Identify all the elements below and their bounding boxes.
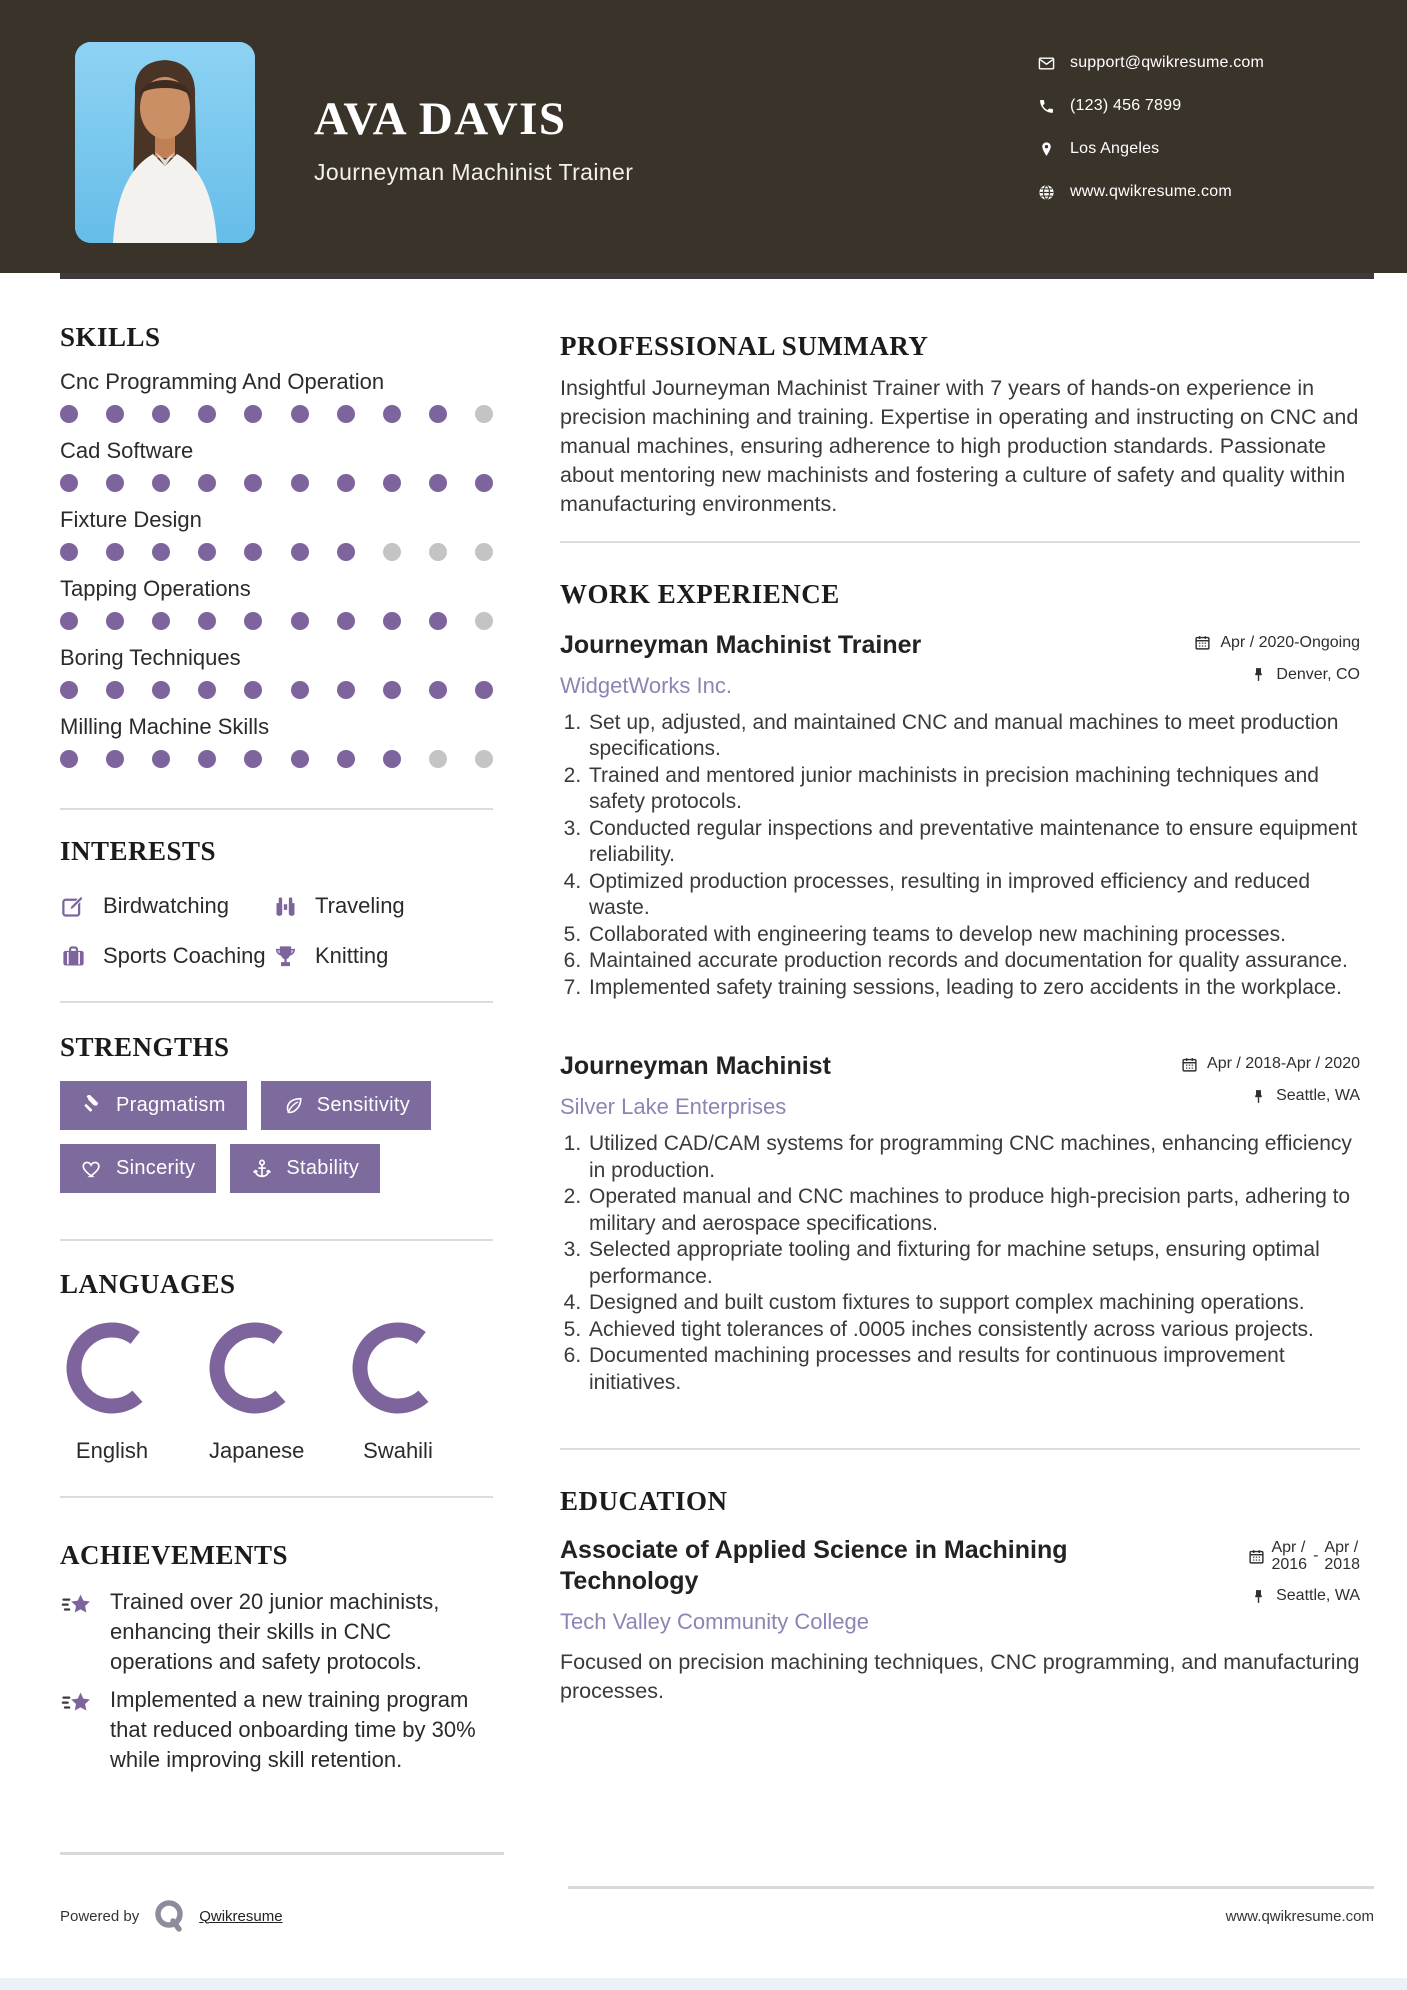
job-company[interactable]: Silver Lake Enterprises: [560, 1094, 787, 1119]
date-start-month: Apr /: [1271, 1539, 1306, 1556]
rating-dot-filled: [198, 681, 216, 699]
job-bullet-list: [560, 710, 1360, 1002]
rating-dot-filled: [60, 474, 78, 492]
languages-list: [66, 1322, 493, 1464]
date-separator: -: [1313, 1547, 1319, 1564]
divider: [60, 1239, 493, 1241]
rating-dot-filled: [429, 474, 447, 492]
interest-item: [272, 941, 493, 971]
interest-label: Birdwatching: [103, 893, 229, 918]
rating-dot-filled: [106, 681, 124, 699]
rating-dot-filled: [60, 405, 78, 423]
education-entry-header: [560, 1535, 1360, 1634]
rating-dot-filled: [60, 543, 78, 561]
profile-photo: [75, 42, 255, 243]
bullet-item: 6. Documented machining processes and results for continuous improvement initiatives.: [587, 1343, 1360, 1396]
rating-dot-filled: [106, 543, 124, 561]
pushpin-icon: [1250, 1088, 1267, 1105]
interest-label: Traveling: [315, 893, 405, 918]
bullet-item: 2. Operated manual and CNC machines to produce high-precision parts, adhering to military and aerospace specifications.: [587, 1184, 1360, 1237]
strength-badge: [60, 1144, 216, 1193]
rating-dot-empty: [475, 612, 493, 630]
strength-label: Sincerity: [116, 1157, 196, 1179]
education-meta-block: [1248, 1535, 1360, 1605]
powered-by-label: Powered by: [60, 1907, 140, 1925]
contact-location-text: Los Angeles: [1070, 140, 1160, 157]
rating-dot-filled: [152, 474, 170, 492]
calendar-icon: [1181, 1056, 1198, 1073]
rating-dot-filled: [291, 612, 309, 630]
skill-rating-dots: [60, 612, 493, 630]
shooting-star-icon: [60, 1687, 94, 1721]
interest-item: [60, 891, 272, 921]
skill-rating-dots: [60, 750, 493, 768]
rating-dot-filled: [60, 612, 78, 630]
rating-dot-filled: [291, 681, 309, 699]
skill-label: Fixture Design: [60, 507, 202, 532]
rating-dot-filled: [291, 405, 309, 423]
summary-heading: PROFESSIONAL SUMMARY: [560, 331, 929, 361]
date-end-month: Apr /: [1324, 1539, 1359, 1556]
rating-dot-filled: [198, 405, 216, 423]
sidebar: [60, 279, 493, 1783]
bullet-item: 6. Maintained accurate production records and documentation for quality assurance.: [587, 948, 1360, 975]
rating-dot-empty: [429, 750, 447, 768]
divider: [60, 1496, 493, 1498]
qwikresume-logo-icon: [151, 1898, 187, 1934]
rating-dot-filled: [475, 681, 493, 699]
rating-dot-filled: [383, 750, 401, 768]
trophy-icon: [272, 943, 299, 970]
rating-dot-filled: [152, 612, 170, 630]
bullet-item: 5. Achieved tight tolerances of .0005 inches consistently across various projects.: [587, 1317, 1360, 1344]
rating-dot-filled: [244, 474, 262, 492]
rating-dot-filled: [291, 750, 309, 768]
interest-item: [60, 941, 272, 971]
language-item: [66, 1322, 158, 1464]
job-dates-text: Apr / 2020-Ongoing: [1220, 633, 1360, 651]
bullet-item: 4. Designed and built custom fixtures to support complex machining operations.: [587, 1290, 1360, 1317]
interests-list: [60, 891, 493, 971]
globe-icon: [1038, 184, 1055, 201]
rating-dot-empty: [475, 405, 493, 423]
rating-dot-filled: [198, 612, 216, 630]
achievements-list: [60, 1587, 493, 1775]
skill-item: [60, 714, 493, 768]
qwikresume-brand-link[interactable]: Qwikresume: [199, 1907, 283, 1925]
bullet-item: 3. Selected appropriate tooling and fixturing for machine setups, ensuring optimal performance.: [587, 1237, 1360, 1290]
divider: [568, 1886, 1374, 1889]
contact-email-text: support@qwikresume.com: [1070, 54, 1265, 71]
job-company[interactable]: WidgetWorks Inc.: [560, 672, 732, 698]
rating-dot-filled: [198, 750, 216, 768]
strengths-heading: STRENGTHS: [60, 1032, 230, 1062]
language-item: [209, 1322, 305, 1464]
divider: [60, 1001, 493, 1003]
bottom-edge-strip: [0, 1978, 1407, 1990]
achievement-text: Implemented a new training program that reduced onboarding time by 30% while improving skill retention.: [110, 1687, 476, 1772]
education-location: [1250, 1587, 1360, 1605]
achievement-item: [60, 1587, 493, 1677]
rating-dot-filled: [244, 681, 262, 699]
rating-dot-filled: [337, 750, 355, 768]
skill-rating-dots: [60, 543, 493, 561]
strength-label: Sensitivity: [316, 1094, 411, 1116]
languages-heading: LANGUAGES: [60, 1269, 236, 1299]
strength-badge: [230, 1144, 380, 1193]
job-dates: [1194, 634, 1360, 652]
rating-dot-filled: [383, 474, 401, 492]
summary-text: Insightful Journeyman Machinist Trainer with 7 years of hands-on experience in precision machining and training. Expertise in operating and instructing on CNC and manual machines, ensuring adherence to high production standards. Passionate about mentoring new machinists and fostering a culture of safety and quality within manufacturing environments.: [560, 376, 1359, 516]
job-title-block: [560, 1051, 831, 1119]
strengths-list: [60, 1081, 500, 1193]
pushpin-icon: [1250, 1588, 1267, 1605]
language-item: [352, 1322, 444, 1464]
contact-list: [1038, 54, 1264, 201]
rating-dot-filled: [337, 612, 355, 630]
rating-dot-filled: [429, 405, 447, 423]
skill-item: [60, 645, 493, 699]
skills-list: [60, 369, 493, 768]
rating-dot-filled: [152, 681, 170, 699]
briefcase-icon: [60, 943, 87, 970]
skill-item: [60, 576, 493, 630]
contact-website-text: www.qwikresume.com: [1070, 183, 1232, 200]
interest-label: Knitting: [315, 943, 389, 968]
strength-badge: [60, 1081, 247, 1130]
pencil-edit-icon: [60, 893, 87, 920]
interest-item: [272, 891, 493, 921]
job-dates: [1181, 1055, 1360, 1073]
rating-dot-filled: [106, 405, 124, 423]
calendar-icon: [1248, 1548, 1265, 1565]
interests-heading: INTERESTS: [60, 836, 217, 866]
rating-dot-filled: [291, 543, 309, 561]
rating-dot-filled: [337, 681, 355, 699]
strength-label: Pragmatism: [116, 1094, 226, 1116]
job-bullet-list: [560, 1131, 1360, 1396]
skill-label: Cnc Programming And Operation: [60, 369, 385, 394]
skills-heading: SKILLS: [60, 322, 161, 352]
job-location-text: Denver, CO: [1276, 665, 1360, 683]
rating-dot-filled: [429, 681, 447, 699]
work-experience-heading: WORK EXPERIENCE: [560, 578, 840, 609]
language-label: Japanese: [209, 1438, 305, 1463]
rating-dot-filled: [337, 543, 355, 561]
person-job-title: Journeyman Machinist Trainer: [314, 159, 634, 185]
rating-dot-filled: [106, 612, 124, 630]
job-title-block: [560, 630, 921, 698]
bullet-item: 7. Implemented safety training sessions, leading to zero accidents in the workplace.: [587, 975, 1360, 1002]
education-description: Focused on precision machining techniques, CNC programming, and manufacturing processes.: [560, 1650, 1360, 1703]
anchor-icon: [251, 1158, 273, 1180]
skill-rating-dots: [60, 405, 493, 423]
divider: [60, 808, 493, 810]
contact-phone-text: (123) 456 7899: [1070, 97, 1182, 114]
rating-dot-filled: [198, 474, 216, 492]
bullet-item: 2. Trained and mentored junior machinists in precision machining techniques and safety protocols.: [587, 763, 1360, 816]
rating-dot-filled: [60, 681, 78, 699]
job-title: Journeyman Machinist: [560, 1052, 831, 1080]
rating-dot-filled: [244, 750, 262, 768]
bullet-item: 3. Conducted regular inspections and preventative maintenance to ensure equipment reliability.: [587, 816, 1360, 869]
job-location: [1250, 1087, 1360, 1105]
rating-dot-filled: [475, 474, 493, 492]
strength-label: Stability: [286, 1157, 360, 1179]
achievement-item: [60, 1685, 493, 1775]
rating-dot-empty: [429, 543, 447, 561]
shooting-star-icon: [60, 1589, 94, 1623]
job-meta-block: [1181, 1051, 1360, 1105]
footer-website-link[interactable]: www.qwikresume.com: [1225, 1908, 1374, 1925]
binoculars-icon: [272, 893, 299, 920]
phone-icon: [1038, 98, 1055, 115]
divider: [560, 1448, 1360, 1450]
language-level-ring: [352, 1322, 444, 1414]
rating-dot-filled: [198, 543, 216, 561]
skill-item: [60, 507, 493, 561]
education-heading: EDUCATION: [560, 1486, 728, 1516]
bullet-item: 1. Set up, adjusted, and maintained CNC and manual machines to meet production specifications.: [587, 710, 1360, 763]
location-pin-icon: [1038, 141, 1055, 158]
language-level-ring: [66, 1322, 158, 1414]
language-label: English: [75, 1438, 149, 1463]
strength-badge: [261, 1081, 431, 1130]
pushpin-icon: [1250, 666, 1267, 683]
job-header: [560, 1051, 1360, 1119]
rating-dot-filled: [383, 681, 401, 699]
rating-dot-filled: [244, 405, 262, 423]
person-name: AVA DAVIS: [314, 93, 567, 145]
rating-dot-filled: [60, 750, 78, 768]
rating-dot-filled: [244, 543, 262, 561]
date-end-year: 2018: [1324, 1556, 1360, 1573]
rating-dot-filled: [106, 474, 124, 492]
profile-photo-illustration: [75, 42, 255, 243]
divider: [560, 541, 1360, 543]
rating-dot-empty: [475, 543, 493, 561]
skill-rating-dots: [60, 474, 493, 492]
skill-label: Tapping Operations: [60, 576, 251, 601]
achievements-heading: ACHIEVEMENTS: [60, 1540, 289, 1570]
contact-location: [1038, 140, 1264, 158]
rating-dot-filled: [291, 474, 309, 492]
job-location: [1250, 666, 1360, 684]
education-location-text: Seattle, WA: [1276, 1587, 1360, 1604]
education-dates: [1248, 1539, 1360, 1573]
main-column: [560, 279, 1360, 1728]
rating-dot-filled: [337, 474, 355, 492]
date-start-year: 2016: [1271, 1556, 1308, 1573]
school-name[interactable]: Tech Valley Community College: [560, 1609, 869, 1634]
gavel-icon: [81, 1095, 103, 1117]
rating-dot-filled: [152, 543, 170, 561]
envelope-icon: [1038, 55, 1055, 72]
degree-block: [560, 1535, 1080, 1634]
skill-rating-dots: [60, 681, 493, 699]
achievement-text: Trained over 20 junior machinists, enhancing their skills in CNC operations and safety protocols.: [110, 1589, 440, 1674]
contact-phone: [1038, 97, 1264, 115]
bullet-item: 1. Utilized CAD/CAM systems for programming CNC machines, enhancing efficiency in production.: [587, 1131, 1360, 1184]
interest-label: Sports Coaching: [103, 943, 266, 968]
heart-icon: [81, 1158, 103, 1180]
contact-website[interactable]: [1038, 183, 1264, 201]
skill-label: Cad Software: [60, 438, 194, 463]
degree-title: Associate of Applied Science in Machining Technology: [560, 1536, 1068, 1595]
job-header: [560, 630, 1360, 698]
rating-dot-empty: [383, 543, 401, 561]
bullet-item: 5. Collaborated with engineering teams to develop new machining processes.: [587, 922, 1360, 949]
leaf-icon: [282, 1095, 304, 1117]
job-location-text: Seattle, WA: [1276, 1087, 1360, 1104]
rating-dot-filled: [429, 612, 447, 630]
divider: [60, 1852, 504, 1855]
identity-block: [314, 93, 634, 186]
job-meta-block: [1194, 630, 1360, 684]
rating-dot-filled: [152, 405, 170, 423]
contact-email[interactable]: [1038, 54, 1264, 72]
rating-dot-filled: [244, 612, 262, 630]
powered-by-block: [60, 1898, 283, 1934]
rating-dot-empty: [475, 750, 493, 768]
skill-label: Boring Techniques: [60, 645, 241, 670]
job-title: Journeyman Machinist Trainer: [560, 630, 922, 659]
skill-label: Milling Machine Skills: [60, 714, 270, 739]
rating-dot-filled: [337, 405, 355, 423]
language-level-ring: [209, 1322, 301, 1414]
education-date-start: [1271, 1539, 1307, 1573]
rating-dot-filled: [152, 750, 170, 768]
job-dates-text: Apr / 2018-Apr / 2020: [1207, 1055, 1360, 1072]
rating-dot-filled: [383, 612, 401, 630]
bullet-item: 4. Optimized production processes, resulting in improved efficiency and reduced waste.: [587, 869, 1360, 922]
calendar-icon: [1194, 634, 1211, 651]
skill-item: [60, 369, 493, 423]
skill-item: [60, 438, 493, 492]
language-label: Swahili: [363, 1438, 433, 1463]
rating-dot-filled: [383, 405, 401, 423]
rating-dot-filled: [106, 750, 124, 768]
education-date-end: [1324, 1539, 1360, 1573]
